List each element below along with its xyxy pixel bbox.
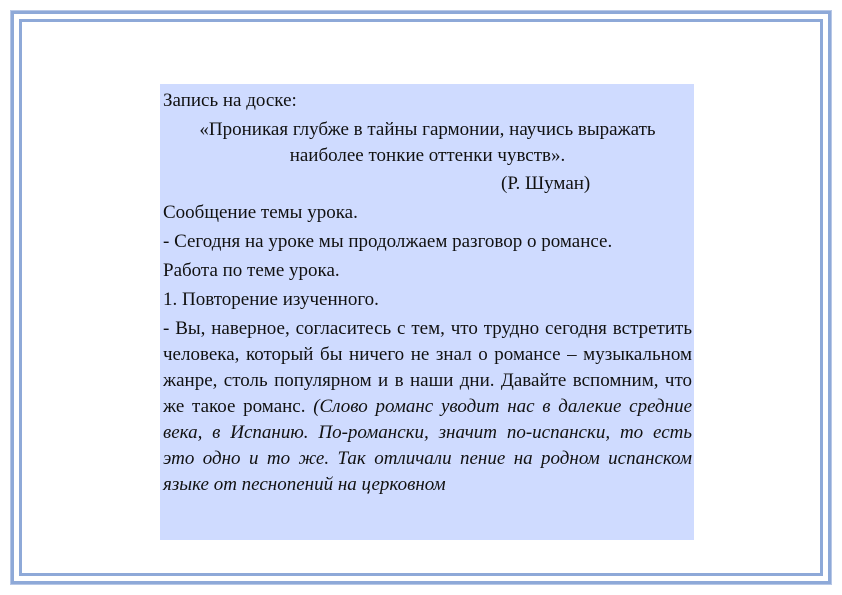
section-heading-review: 1. Повторение изученного.	[163, 289, 379, 310]
schumann-quote: «Проникая глубже в тайны гармонии, научись выражать наиболее тонкие оттенки чувств».	[199, 119, 656, 166]
topic-text: - Сегодня на уроке мы продолжаем разговор о романсе.	[163, 231, 613, 252]
topic-heading: Сообщение темы урока.	[163, 202, 358, 223]
work-heading: Работа по теме урока.	[163, 260, 340, 281]
quote-author: (Р. Шуман)	[501, 173, 591, 194]
lesson-paragraph-italic: (Слово романс уводит нас в далекие средние века, в Испанию. По-романски, значит по-испански, то есть это одно и то же. Так отличали пение на родном испанском языке от песнопений на церковном	[163, 396, 692, 495]
lesson-paragraph	[163, 316, 692, 498]
lesson-paragraph-text: - Вы, наверное, согласитесь с тем, что трудно сегодня встретить человека, который бы ничего не знал о романсе – музыкальном жанре, столь популярном и в наши дни. Давайте вспомним, что же такое романс.	[163, 318, 692, 417]
lesson-text-block	[160, 84, 694, 540]
board-label: Запись на доске:	[163, 90, 297, 111]
